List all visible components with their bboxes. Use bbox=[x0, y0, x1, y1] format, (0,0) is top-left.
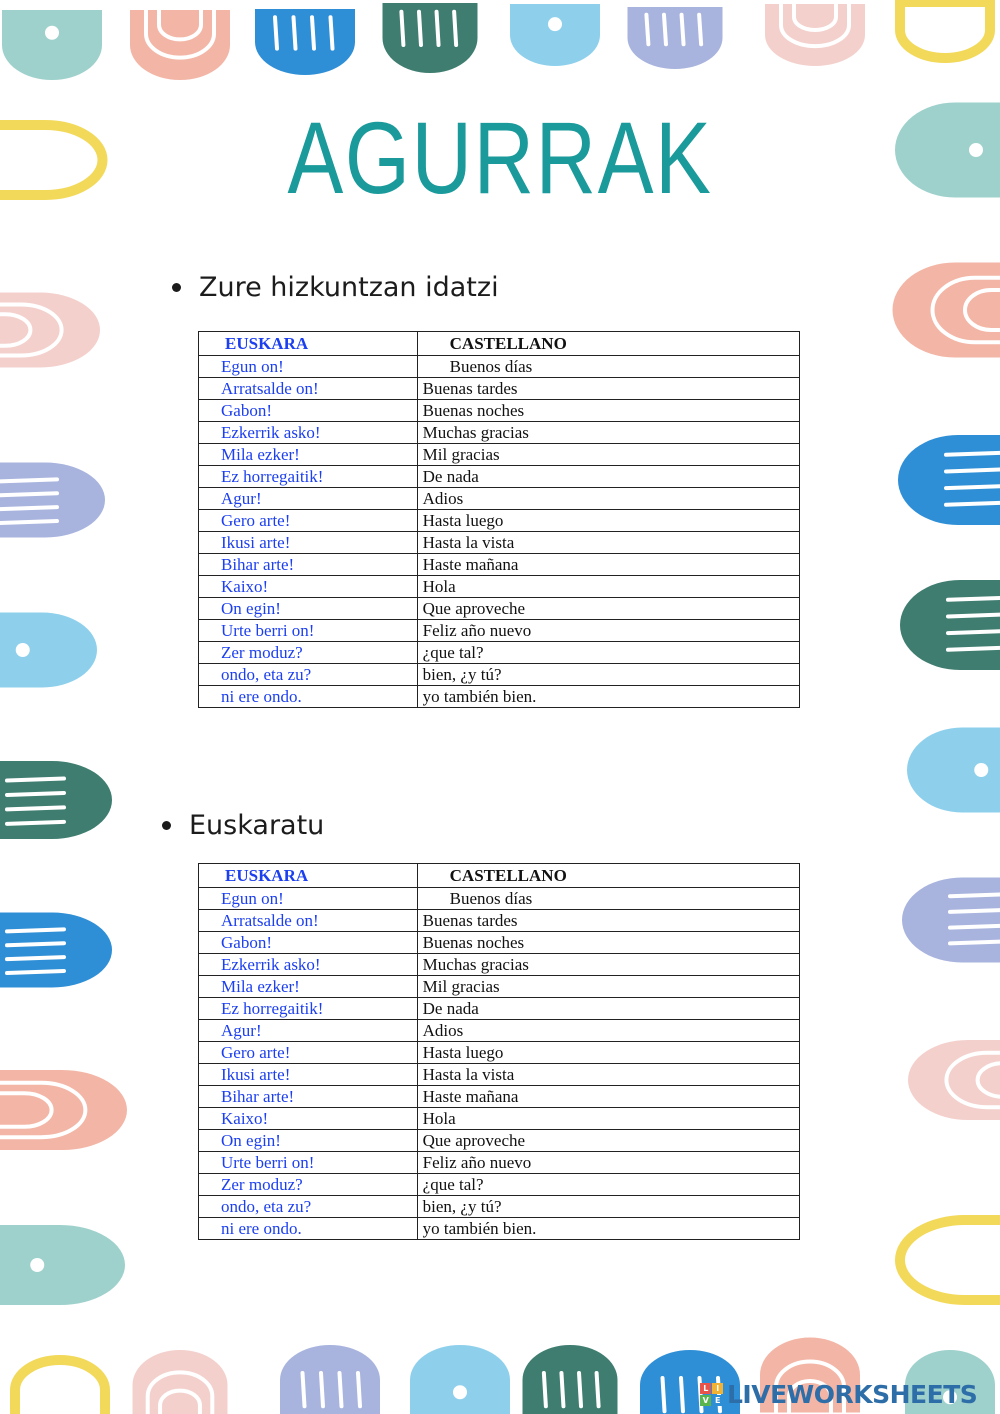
border-shape bbox=[410, 1345, 510, 1414]
castellano-cell: Buenas tardes bbox=[417, 378, 799, 400]
castellano-cell: De nada bbox=[417, 998, 799, 1020]
table-row bbox=[199, 356, 800, 378]
euskara-cell: Mila ezker! bbox=[199, 976, 418, 998]
border-shape bbox=[0, 463, 105, 538]
border-shape bbox=[0, 1070, 127, 1150]
border-shape bbox=[0, 613, 97, 688]
table-row bbox=[199, 954, 800, 976]
castellano-cell: Haste mañana bbox=[417, 1086, 799, 1108]
border-shape bbox=[2, 10, 102, 80]
bullet-icon bbox=[162, 821, 171, 830]
castellano-cell: Buenas noches bbox=[417, 932, 799, 954]
logo-mark-letter: E bbox=[712, 1395, 723, 1406]
border-shape bbox=[900, 580, 1000, 670]
euskara-cell: Zer moduz? bbox=[199, 1174, 418, 1196]
castellano-cell: bien, ¿y tú? bbox=[417, 1196, 799, 1218]
table-row bbox=[199, 1218, 800, 1240]
border-shape bbox=[523, 1345, 618, 1414]
table-row bbox=[199, 1042, 800, 1064]
border-shape bbox=[133, 1350, 228, 1414]
castellano-cell: ¿que tal? bbox=[417, 642, 799, 664]
euskara-cell: Agur! bbox=[199, 488, 418, 510]
logo-mark-letter: V bbox=[700, 1395, 711, 1406]
euskara-cell: Arratsalde on! bbox=[199, 910, 418, 932]
euskara-cell: ondo, eta zu? bbox=[199, 1196, 418, 1218]
table-row bbox=[199, 598, 800, 620]
castellano-cell: Muchas gracias bbox=[417, 954, 799, 976]
castellano-cell: Que aproveche bbox=[417, 598, 799, 620]
border-shape bbox=[0, 293, 100, 368]
border-shape bbox=[383, 3, 478, 73]
euskara-cell: Agur! bbox=[199, 1020, 418, 1042]
castellano-cell: Hasta luego bbox=[417, 510, 799, 532]
castellano-cell: Adios bbox=[417, 1020, 799, 1042]
table-row bbox=[199, 910, 800, 932]
border-shape bbox=[280, 1345, 380, 1414]
table-row bbox=[199, 444, 800, 466]
table-row bbox=[199, 1020, 800, 1042]
table-header-row bbox=[199, 864, 800, 888]
euskara-cell: Urte berri on! bbox=[199, 620, 418, 642]
border-shape bbox=[898, 435, 1000, 525]
table-row bbox=[199, 1174, 800, 1196]
border-shape bbox=[0, 125, 103, 195]
table-row bbox=[199, 466, 800, 488]
euskara-cell: ni ere ondo. bbox=[199, 686, 418, 708]
border-shape bbox=[900, 1220, 1000, 1300]
table-row bbox=[199, 932, 800, 954]
table-row bbox=[199, 686, 800, 708]
table-row bbox=[199, 664, 800, 686]
castellano-cell: bien, ¿y tú? bbox=[417, 664, 799, 686]
castellano-cell: yo también bien. bbox=[417, 686, 799, 708]
table-row bbox=[199, 1152, 800, 1174]
euskara-cell: Zer moduz? bbox=[199, 642, 418, 664]
border-shape bbox=[15, 1360, 105, 1414]
instruction-text: Zure hizkuntzan idatzi bbox=[199, 272, 499, 303]
logo-mark-letter: I bbox=[712, 1383, 723, 1394]
castellano-cell: Buenas tardes bbox=[417, 910, 799, 932]
table-row bbox=[199, 1130, 800, 1152]
castellano-cell: yo también bien. bbox=[417, 1218, 799, 1240]
border-shape bbox=[893, 263, 1000, 358]
euskara-cell: Ikusi arte! bbox=[199, 532, 418, 554]
table-row bbox=[199, 378, 800, 400]
vocab-table-2 bbox=[198, 863, 800, 1240]
table-row bbox=[199, 1064, 800, 1086]
table-row bbox=[199, 532, 800, 554]
table-row bbox=[199, 400, 800, 422]
table-row bbox=[199, 620, 800, 642]
euskara-cell: Kaixo! bbox=[199, 1108, 418, 1130]
euskara-cell: Urte berri on! bbox=[199, 1152, 418, 1174]
border-shape bbox=[765, 4, 865, 66]
euskara-cell: Ez horregaitik! bbox=[199, 998, 418, 1020]
table-row bbox=[199, 998, 800, 1020]
castellano-cell: Hasta la vista bbox=[417, 532, 799, 554]
border-shape bbox=[908, 1040, 1000, 1120]
euskara-cell: Egun on! bbox=[199, 356, 418, 378]
castellano-cell: Que aproveche bbox=[417, 1130, 799, 1152]
header-castellano: CASTELLANO bbox=[417, 864, 799, 888]
euskara-cell: Bihar arte! bbox=[199, 1086, 418, 1108]
table-row bbox=[199, 1196, 800, 1218]
castellano-cell: De nada bbox=[417, 466, 799, 488]
border-shape bbox=[907, 728, 1000, 813]
table-row bbox=[199, 976, 800, 998]
euskara-cell: Gero arte! bbox=[199, 510, 418, 532]
vocab-table-1 bbox=[198, 331, 800, 708]
castellano-cell: Buenos días bbox=[417, 888, 799, 910]
euskara-cell: Kaixo! bbox=[199, 576, 418, 598]
euskara-cell: Ezkerrik asko! bbox=[199, 954, 418, 976]
table-row bbox=[199, 642, 800, 664]
castellano-cell: Hasta la vista bbox=[417, 1064, 799, 1086]
table-row bbox=[199, 1108, 800, 1130]
euskara-cell: Gabon! bbox=[199, 932, 418, 954]
border-shape bbox=[255, 9, 355, 75]
euskara-cell: Ikusi arte! bbox=[199, 1064, 418, 1086]
logo-text: LIVEWORKSHEETS bbox=[727, 1380, 978, 1409]
castellano-cell: Hasta luego bbox=[417, 1042, 799, 1064]
euskara-cell: ni ere ondo. bbox=[199, 1218, 418, 1240]
table-row bbox=[199, 422, 800, 444]
table-row bbox=[199, 576, 800, 598]
logo-mark-letter: L bbox=[700, 1383, 711, 1394]
logo-mark-icon bbox=[700, 1383, 723, 1406]
castellano-cell: Hola bbox=[417, 1108, 799, 1130]
border-shape bbox=[510, 4, 600, 66]
border-shape bbox=[900, 2, 990, 58]
euskara-cell: ondo, eta zu? bbox=[199, 664, 418, 686]
instruction-translate bbox=[172, 272, 499, 303]
euskara-cell: On egin! bbox=[199, 1130, 418, 1152]
page-title: AGURRAK bbox=[287, 101, 713, 215]
euskara-cell: Ezkerrik asko! bbox=[199, 422, 418, 444]
bullet-icon bbox=[172, 283, 181, 292]
table-row bbox=[199, 1086, 800, 1108]
border-shape bbox=[628, 7, 723, 69]
header-euskara: EUSKARA bbox=[199, 864, 418, 888]
table-row bbox=[199, 888, 800, 910]
castellano-cell: Feliz año nuevo bbox=[417, 620, 799, 642]
castellano-cell: Buenos días bbox=[417, 356, 799, 378]
header-euskara: EUSKARA bbox=[199, 332, 418, 356]
instruction-euskaratu bbox=[162, 810, 324, 841]
liveworksheets-logo[interactable] bbox=[700, 1380, 977, 1409]
table-row bbox=[199, 554, 800, 576]
table-row bbox=[199, 488, 800, 510]
border-shape bbox=[130, 10, 230, 80]
euskara-cell: Egun on! bbox=[199, 888, 418, 910]
header-castellano: CASTELLANO bbox=[417, 332, 799, 356]
euskara-cell: Gero arte! bbox=[199, 1042, 418, 1064]
euskara-cell: On egin! bbox=[199, 598, 418, 620]
instruction-text: Euskaratu bbox=[189, 810, 325, 841]
castellano-cell: Hola bbox=[417, 576, 799, 598]
castellano-cell: Feliz año nuevo bbox=[417, 1152, 799, 1174]
euskara-cell: Bihar arte! bbox=[199, 554, 418, 576]
border-shape bbox=[895, 103, 1000, 198]
table-row bbox=[199, 510, 800, 532]
euskara-cell: Gabon! bbox=[199, 400, 418, 422]
castellano-cell: Buenas noches bbox=[417, 400, 799, 422]
border-shape bbox=[0, 913, 112, 988]
border-shape bbox=[0, 1225, 125, 1305]
border-shape bbox=[902, 878, 1000, 963]
castellano-cell: Adios bbox=[417, 488, 799, 510]
castellano-cell: Haste mañana bbox=[417, 554, 799, 576]
castellano-cell: Muchas gracias bbox=[417, 422, 799, 444]
table-header-row bbox=[199, 332, 800, 356]
castellano-cell: Mil gracias bbox=[417, 444, 799, 466]
castellano-cell: ¿que tal? bbox=[417, 1174, 799, 1196]
euskara-cell: Ez horregaitik! bbox=[199, 466, 418, 488]
castellano-cell: Mil gracias bbox=[417, 976, 799, 998]
border-shape bbox=[0, 761, 112, 839]
euskara-cell: Mila ezker! bbox=[199, 444, 418, 466]
euskara-cell: Arratsalde on! bbox=[199, 378, 418, 400]
